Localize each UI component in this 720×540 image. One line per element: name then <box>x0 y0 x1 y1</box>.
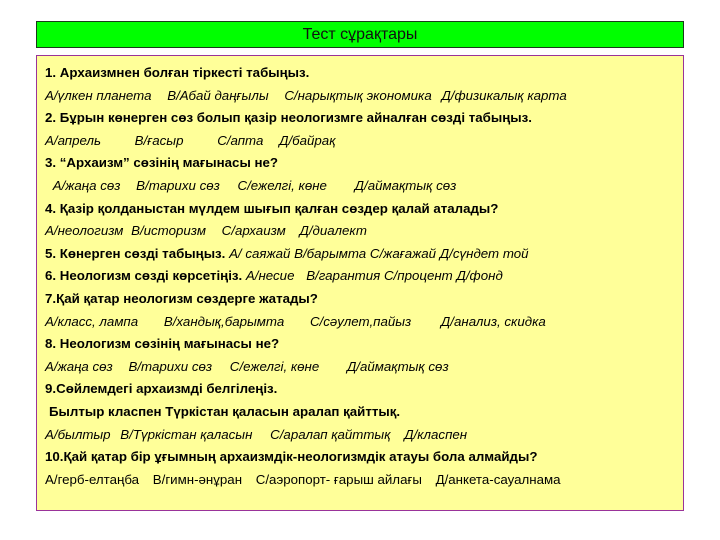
option-b: В/барымта <box>294 245 367 261</box>
option-b: В/гимн-әнұран <box>152 471 243 487</box>
option-d: Д/физикалық карта <box>441 87 567 103</box>
question-3: 3. “Архаизм” сөзінің мағынасы не? <box>45 155 279 171</box>
option-c: С/ежелгі, көне <box>229 358 320 374</box>
option-c: С/аралап қайттық <box>270 426 391 442</box>
option-d: Д/класпен <box>404 426 468 442</box>
option-a: А/ саяжай <box>229 245 291 261</box>
option-d: Д/аймақтық сөз <box>346 358 449 374</box>
question-6: 6. Неологизм сөзді көрсетіңіз. <box>45 268 243 284</box>
option-d: Д/байрақ <box>279 132 336 148</box>
question-6-row <box>45 265 683 286</box>
option-a: А/жаңа сөз <box>52 177 121 193</box>
question-5: 5. Көнерген сөзді табыңыз. <box>45 245 226 261</box>
option-a: А/үлкен планета <box>45 87 152 103</box>
options-8 <box>45 356 683 377</box>
option-d: Д/сүндет той <box>439 245 529 261</box>
option-c: С/нарықтық экономика <box>284 87 432 103</box>
option-d: Д/анкета-сауалнама <box>435 471 561 487</box>
question-8: 8. Неологизм сөзінің мағынасы не? <box>45 336 280 352</box>
title-bar <box>36 21 684 48</box>
test-questions-panel <box>36 55 684 511</box>
options-4 <box>45 220 683 241</box>
option-c: С/процент <box>383 268 453 284</box>
option-b: В/Түркістан қаласын <box>120 426 253 442</box>
question-5-row <box>45 243 683 264</box>
question-4: 4. Қазір қолданыстан мүлдем шығып қалған сөздер қалай аталады? <box>45 200 499 216</box>
options-10 <box>45 469 683 490</box>
option-a: А/несие <box>245 268 295 284</box>
options-7 <box>45 311 683 332</box>
question-1: 1. Архаизмнен болған тіркесті табыңыз. <box>45 65 310 80</box>
options-9 <box>45 424 683 445</box>
question-2: 2. Бұрын көнерген сөз болып қазір неологизмге айналған сөзді табыңыз. <box>45 110 532 126</box>
option-c: С/апта <box>217 132 264 148</box>
question-7: 7.Қай қатар неологизм сөздерге жатады? <box>45 290 318 306</box>
option-d: Д/фонд <box>456 268 503 284</box>
sentence-text: Былтыр класпен Түркістан қаласын аралап қайттық. <box>49 403 401 419</box>
option-c: С/ежелгі, көне <box>237 177 327 193</box>
option-b: В/хандық,барымта <box>163 313 285 329</box>
option-c: С/жағажай <box>369 245 437 261</box>
option-b: В/тарихи сөз <box>136 177 220 193</box>
option-a: А/апрель <box>45 132 101 148</box>
options-3 <box>45 175 683 196</box>
option-b: В/гарантия <box>306 268 381 284</box>
option-a: А/жаңа сөз <box>45 358 113 374</box>
option-c: С/архаизм <box>221 223 286 239</box>
option-d: Д/аймақтық сөз <box>354 177 457 193</box>
option-c: С/аэропорт- ғарыш айлағы <box>255 471 422 487</box>
option-b: В/тарихи сөз <box>128 358 213 374</box>
option-b: В/историзм <box>131 223 206 239</box>
option-a: А/класс, лампа <box>45 313 139 329</box>
option-b: В/Абай даңғылы <box>167 87 269 103</box>
question-9-sentence <box>45 401 683 422</box>
page-title: Тест сұрақтары <box>302 25 418 43</box>
option-a: А/неологизм <box>45 223 124 239</box>
options-1 <box>45 85 683 106</box>
question-9: 9.Сөйлемдегі архаизмді белгілеңіз. <box>45 381 278 397</box>
option-c: С/сәулет,пайыз <box>309 313 412 329</box>
option-b: В/ғасыр <box>134 132 184 148</box>
question-10: 10.Қай қатар бір ұғымның архаизмдік-неологизмдік атауы бола алмайды? <box>45 449 538 465</box>
option-a: А/герб-елтаңба <box>45 471 140 487</box>
options-2 <box>45 130 683 151</box>
option-a: А/былтыр <box>45 426 111 442</box>
option-d: Д/диалект <box>299 223 367 239</box>
option-d: Д/анализ, скидка <box>440 313 546 329</box>
